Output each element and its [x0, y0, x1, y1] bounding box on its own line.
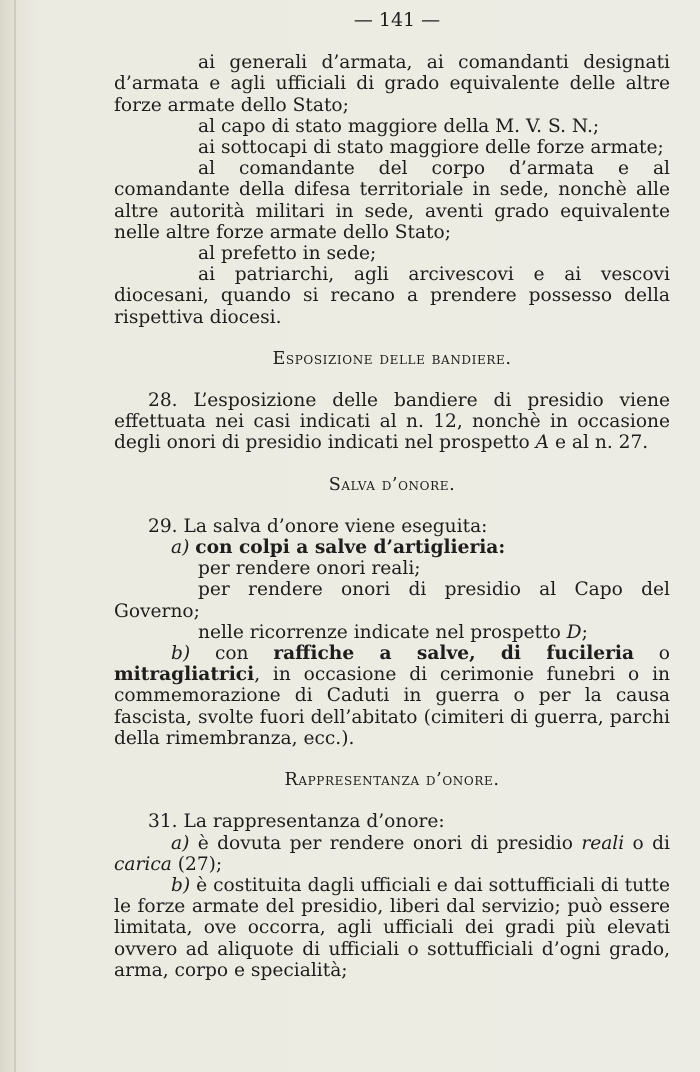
item-31a-carica: carica	[114, 853, 172, 875]
item-29a-line-3-end: ;	[581, 621, 588, 643]
item-31a-label: a)	[171, 832, 190, 854]
item-29a-line-3-text: nelle ricorrenze indicate nel prospetto	[198, 621, 567, 643]
item-29b-rest: , in occasione di cerimonie funebri o in commemorazione di Caduti in guerra o per la causa fascista, svolte fuori dell’abitato (cimiteri di guerra, parchi della rimembranza, ecc.).	[114, 664, 670, 749]
intro-line-5: al prefetto in sede;	[198, 243, 377, 265]
item-29a-line-2: per rendere onori di presidio al Capo del Governo;	[114, 579, 670, 622]
item-29a-colon: :	[498, 537, 506, 559]
item-29b-pre: con	[190, 643, 274, 665]
item-31a-text: è dovuta per rendere onori di presidio	[189, 832, 582, 854]
page-content	[114, 10, 670, 981]
page-fold-shadow	[14, 0, 16, 1072]
item-29a-label: a)	[171, 537, 190, 559]
paragraph-28-text: 28. L’esposizione delle bandiere di presidio viene effettuata nei casi indicati al n. 12, nonchè in occasione degli onori di presidio indicati nel prospetto	[114, 390, 670, 454]
section-title-rappresentanza: Rappresentanza d’onore.	[284, 770, 500, 791]
item-29a	[114, 537, 670, 558]
item-29b-bold: raffiche a salve, di fucileria	[273, 643, 635, 665]
item-31a-reali: reali	[581, 832, 625, 854]
item-29a-line-3	[114, 622, 670, 643]
prospetto-d: D	[566, 621, 582, 643]
paragraph-29: 29. La salva d’onore viene eseguita:	[148, 515, 488, 537]
paragraph-28-end: e al n. 27.	[549, 432, 649, 454]
item-29a-bold: con colpi a salve d’artiglieria	[195, 537, 499, 559]
page-number: — 141 —	[353, 9, 441, 31]
item-29b-label: b)	[171, 643, 191, 665]
item-31b-text: è costituita dagli ufficiali e dai sottufficiali di tutte le forze armate del presidio, liberi dal servizio; può essere limitata, ove occorra, agli ufficiali dei gradi più elevati ovvero ad aliquote di ufficiali o sottufficiali d’ogni grado, arma, corpo e specialità;	[114, 874, 670, 981]
item-29a-line-1: per rendere onori reali;	[198, 558, 421, 580]
item-29b-mid: o	[634, 643, 671, 665]
intro-line-6: ai patriarchi, agli arcivescovi e ai vescovi diocesani, quando si recano a prendere possesso della rispettiva diocesi.	[114, 264, 670, 328]
intro-line-1: ai generali d’armata, ai comandanti designati d’armata e agli ufficiali di grado equivalente delle altre forze armate dello Stato;	[114, 52, 670, 116]
item-31b-label: b)	[171, 874, 191, 896]
item-31a-end: (27);	[171, 853, 223, 875]
item-29b-bold2: mitragliatrici	[114, 664, 255, 686]
intro-line-2: al capo di stato maggiore della M. V. S. N.;	[198, 115, 600, 137]
prospetto-a: A	[535, 432, 550, 454]
item-31b	[114, 875, 670, 981]
item-29b	[114, 643, 670, 749]
section-title-bandiere: Esposizione delle bandiere.	[272, 348, 512, 369]
item-31a	[114, 833, 670, 875]
intro-line-3: ai sottocapi di stato maggiore delle forze armate;	[198, 137, 664, 159]
paragraph-28	[114, 390, 670, 454]
item-31a-mid: o di	[624, 832, 670, 854]
section-title-salva: Salva d’onore.	[328, 474, 456, 495]
paragraph-31: 31. La rappresentanza d’onore:	[148, 811, 445, 833]
intro-line-4: al comandante del corpo d’armata e al comandante della difesa territoriale in sede, nonchè alle altre autorità militari in sede, aventi grado equivalente nelle altre forze armate dello Stato;	[114, 158, 670, 243]
